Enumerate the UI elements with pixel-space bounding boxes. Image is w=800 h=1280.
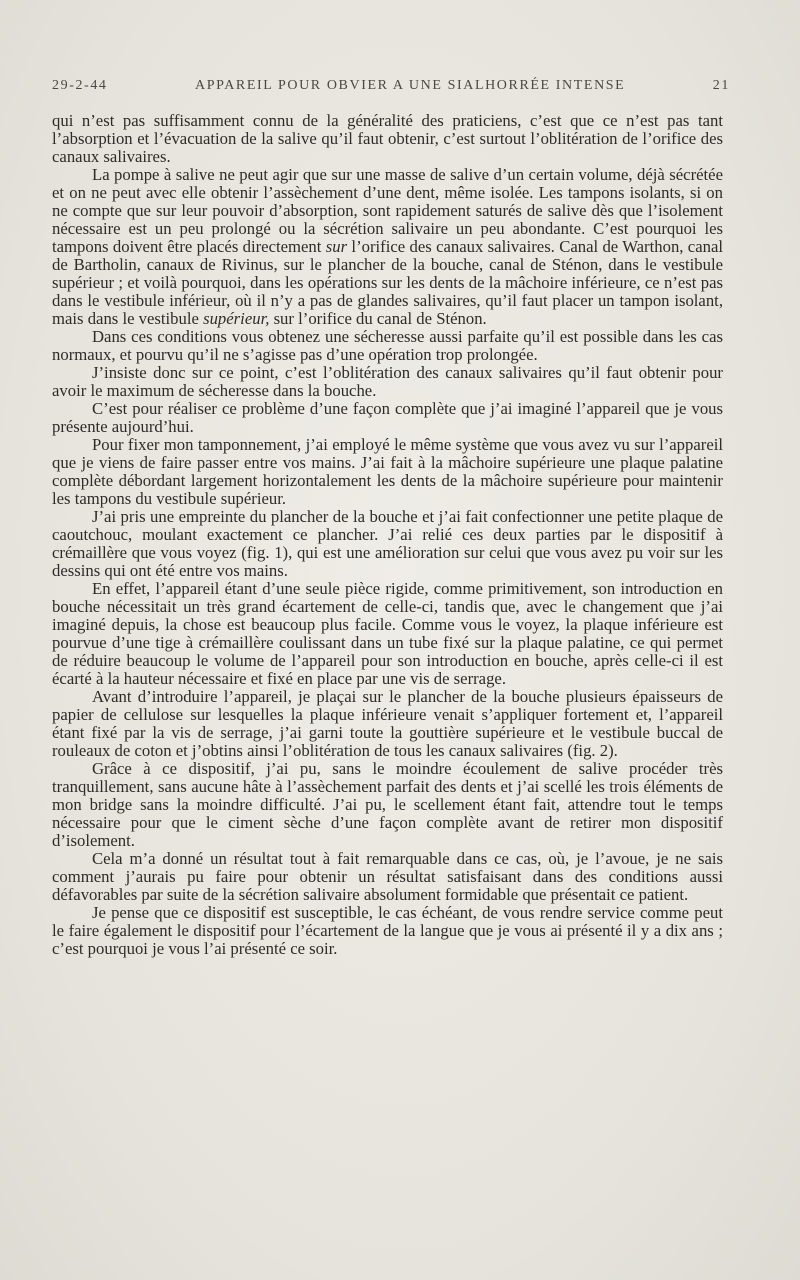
paragraph-p4 [52, 364, 723, 400]
paragraph-text: En effet, l’appareil étant d’une seule pièce rigide, comme primitivement, son introduction en bouche nécessitait un très grand écartement de celle-ci, tandis que, avec le changement que j’ai imaginé depuis, la chose est beaucoup plus facile. Comme vous le voyez, la plaque inférieure est pourvue d’une tige à crémaillère coulissant dans un tube fixé sur la plaque palatine, ce qui permet de réduire beaucoup le volume de l’appareil pour son introduction en bouche, après celle-ci il est écarté à la hauteur nécessaire et fixé en place par une vis de serrage. [52, 579, 723, 688]
italic-text: supérieur, [203, 309, 270, 328]
article-body [52, 112, 723, 958]
paragraph-p3 [52, 328, 723, 364]
paragraph-text: Cela m’a donné un résultat tout à fait remarquable dans ce cas, où, je l’avoue, je ne sais comment j’aurais pu faire pour obtenir un résultat satisfaisant dans des conditions aussi défavorables par suite de la sécrétion salivaire absolument formidable que présentait ce patient. [52, 849, 723, 904]
paragraph-text: C’est pour réaliser ce problème d’une façon complète que j’ai imaginé l’appareil que je vous présente aujourd’hui. [52, 399, 723, 436]
paragraph-text: sur l’orifice du canal de Sténon. [269, 309, 487, 328]
paragraph-p6 [52, 436, 723, 508]
running-header [52, 78, 730, 94]
paragraph-p2 [52, 166, 723, 328]
paragraph-text: J’ai pris une empreinte du plancher de la bouche et j’ai fait confectionner une petite plaque de caoutchouc, moulant exactement ce plancher. J’ai relié ces deux parties par le dispositif à crémaillère que vous voyez (fig. 1), qui est une amélioration sur celui que vous avez pu voir sur les dessins qui ont été entre vos mains. [52, 507, 723, 580]
paragraph-text: qui n’est pas suffisamment connu de la généralité des praticiens, c’est que ce n’est pas tant l’absorption et l’évacuation de la salive qu’il faut obtenir, c’est surtout l’oblitération de l’orifice des canaux salivaires. [52, 111, 723, 166]
paragraph-p10 [52, 760, 723, 850]
paragraph-p1 [52, 112, 723, 166]
paragraph-text: Pour fixer mon tamponnement, j’ai employé le même système que vous avez vu sur l’appareil que je viens de faire passer entre vos mains. J’ai fait à la mâchoire supérieure une plaque palatine complète débordant largement horizontalement les dents de la mâchoire supérieure pour maintenir les tampons du vestibule supérieur. [52, 435, 723, 508]
paragraph-p8 [52, 580, 723, 688]
paragraph-p11 [52, 850, 723, 904]
paragraph-p9 [52, 688, 723, 760]
header-title: APPAREIL POUR OBVIER A UNE SIALHORRÉE INTENSE [195, 78, 626, 93]
header-date: 29-2-44 [52, 78, 108, 93]
paragraph-text: l’orifice des canaux salivaires. Canal de Warthon, canal de Bartholin, canaux de Rivinus, sur le plancher de la bouche, canal de Sténon, dans le vestibule supérieur ; et voilà pourquoi, dans les opérations sur les dents de la mâchoire inférieure, ce n’est pas dans le vestibule inférieur, où il n’y a pas de glandes salivaires, qu’il faut placer un tampon isolant, mais dans le vestibule [52, 237, 723, 328]
paragraph-text: J’insiste donc sur ce point, c’est l’oblitération des canaux salivaires qu’il faut obtenir pour avoir le maximum de sécheresse dans la bouche. [52, 363, 723, 400]
paragraph-p12 [52, 904, 723, 958]
paragraph-text: Je pense que ce dispositif est susceptible, le cas échéant, de vous rendre service comme peut le faire également le dispositif pour l’écartement de la langue que je vous ai présenté il y a dix ans ; c’est pourquoi je vous l’ai présenté ce soir. [52, 903, 723, 958]
italic-text: sur [325, 237, 348, 256]
page-number: 21 [712, 78, 730, 93]
paragraph-text: Avant d’introduire l’appareil, je plaçai sur le plancher de la bouche plusieurs épaisseurs de papier de cellulose sur lesquelles la plaque inférieure venait s’appliquer fortement et, l’appareil étant fixé par la vis de serrage, j’ai garni toute la gouttière supérieure et le vestibule buccal de rouleaux de coton et j’obtins ainsi l’oblitération de tous les canaux salivaires (fig. 2). [52, 687, 723, 760]
paragraph-p7 [52, 508, 723, 580]
paragraph-text: Grâce à ce dispositif, j’ai pu, sans le moindre écoulement de salive procéder très tranquillement, sans aucune hâte à l’assèchement parfait des dents et j’ai scellé les trois éléments de mon bridge sans la moindre difficulté. J’ai pu, le scellement étant fait, attendre tout le temps nécessaire pour que le ciment sèche d’une façon complète avant de retirer mon dispositif d’isolement. [52, 759, 723, 850]
paragraph-text: La pompe à salive ne peut agir que sur une masse de salive d’un certain volume, déjà sécrétée et on ne peut avec elle obtenir l’assèchement d’une dent, même isolée. Les tampons isolants, si on ne compte que sur leur pouvoir d’absorption, sont rapidement saturés de salive dès que l’isolement nécessaire est un peu prolongé ou la sécrétion salivaire un peu abondante. C’est pourquoi les tampons doivent être placés directement [52, 165, 723, 256]
paragraph-text: Dans ces conditions vous obtenez une sécheresse aussi parfaite qu’il est possible dans les cas normaux, et pourvu qu’il ne s’agisse pas d’une opération trop prolongée. [52, 327, 723, 364]
paragraph-p5 [52, 400, 723, 436]
